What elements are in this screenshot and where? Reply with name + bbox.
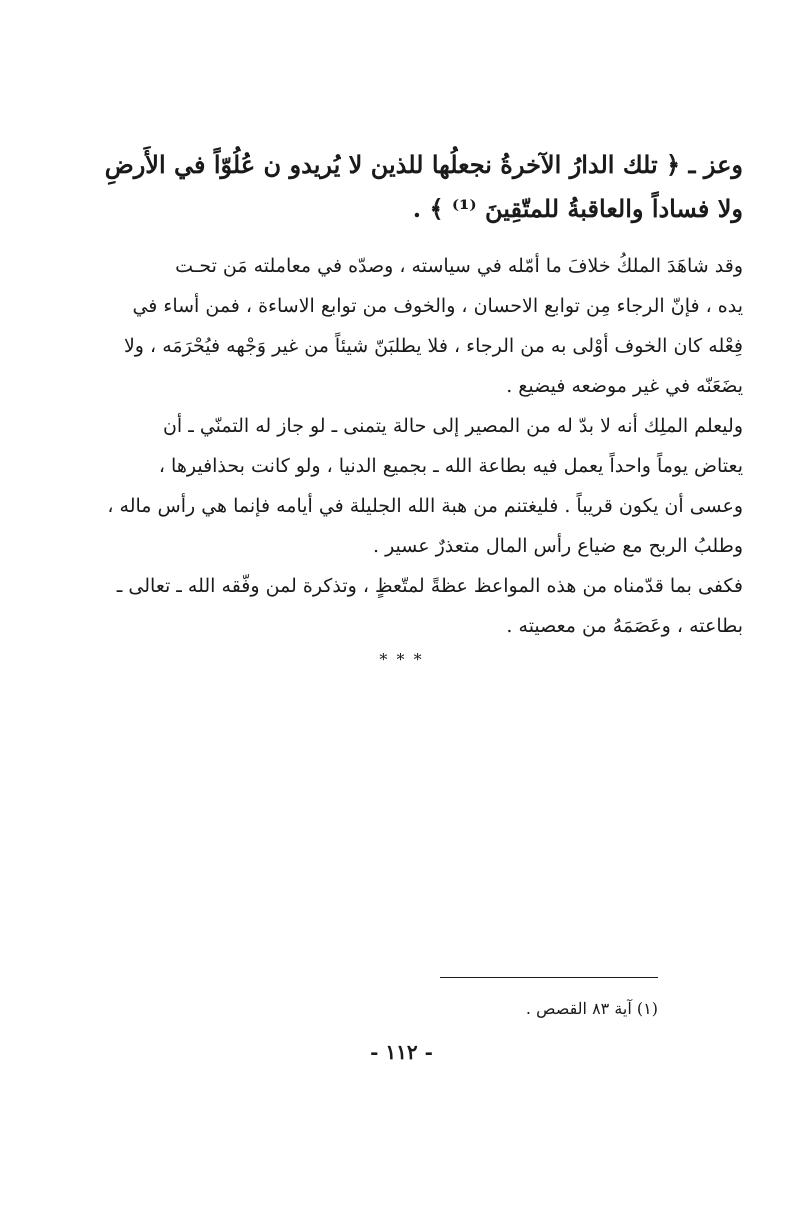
footnote-divider — [440, 977, 658, 978]
paragraph-line: وعسى أن يكون قريباً . فليغتنم من هبة الله الجليلة في أيامه فإنما هي رأس ماله ، — [107, 495, 743, 517]
paragraph-line: فكفى بما قدّمناه من هذه المواعظ عظةً لمتّعظٍ ، وتذكرة لمن وفّقه الله ـ تعالى ـ — [116, 575, 743, 597]
footnote: (١) آية ٨٣ القصص . — [525, 999, 658, 1018]
paragraph-line: وليعلم الملِك أنه لا بدّ له من المصير إلى حالة يتمنى ـ لو جاز له التمنّي ـ أن — [162, 415, 743, 437]
paragraph-line: بطاعته ، وعَصَمَهُ من معصيته . — [506, 615, 743, 637]
section-separator: * * * — [379, 650, 424, 669]
paragraph-line: يضَعَنّه في غير موضعه فيضيع . — [506, 375, 743, 397]
verse-line: ولا فساداً والعاقبةُ للمتّقِينَ ⁽¹⁾ ﴾ . — [412, 194, 743, 223]
paragraph-line: وقد شاهَدَ الملكُ خلافَ ما أمّله في سياسته ، وصدّه في معاملته مَن تحـت — [175, 255, 743, 277]
paragraph-1 — [103, 246, 743, 406]
verse-line: وعز ـ ﴿ تلك الدارُ الآخرةُ نجعلُها للذين لا يُريدو ن عُلُوّاً في الأَرضِ — [104, 150, 743, 179]
paragraph-line: وطلبُ الربح مع ضياع رأس المال متعذرٌ عسير . — [372, 535, 743, 557]
quran-verse — [103, 143, 743, 231]
paragraph-2 — [103, 406, 743, 566]
paragraph-line: يعتاض يوماً واحداً يعمل فيه بطاعة الله ـ بجميع الدنيا ، ولو كانت بحذافيرها ، — [158, 455, 743, 477]
page-number: - ١١٢ - — [370, 1040, 433, 1064]
paragraph-line: فِعْله كان الخوف أوْلى به من الرجاء ، فلا يطلبَنّ شيئاً من غير وَجْهه فيُحْرَمَه ، ولا — [123, 335, 743, 357]
paragraph-line: يده ، فإنّ الرجاء مِن توابع الاحسان ، والخوف من توابع الاساءة ، فمن أساء في — [132, 295, 743, 317]
paragraph-3 — [103, 566, 743, 646]
